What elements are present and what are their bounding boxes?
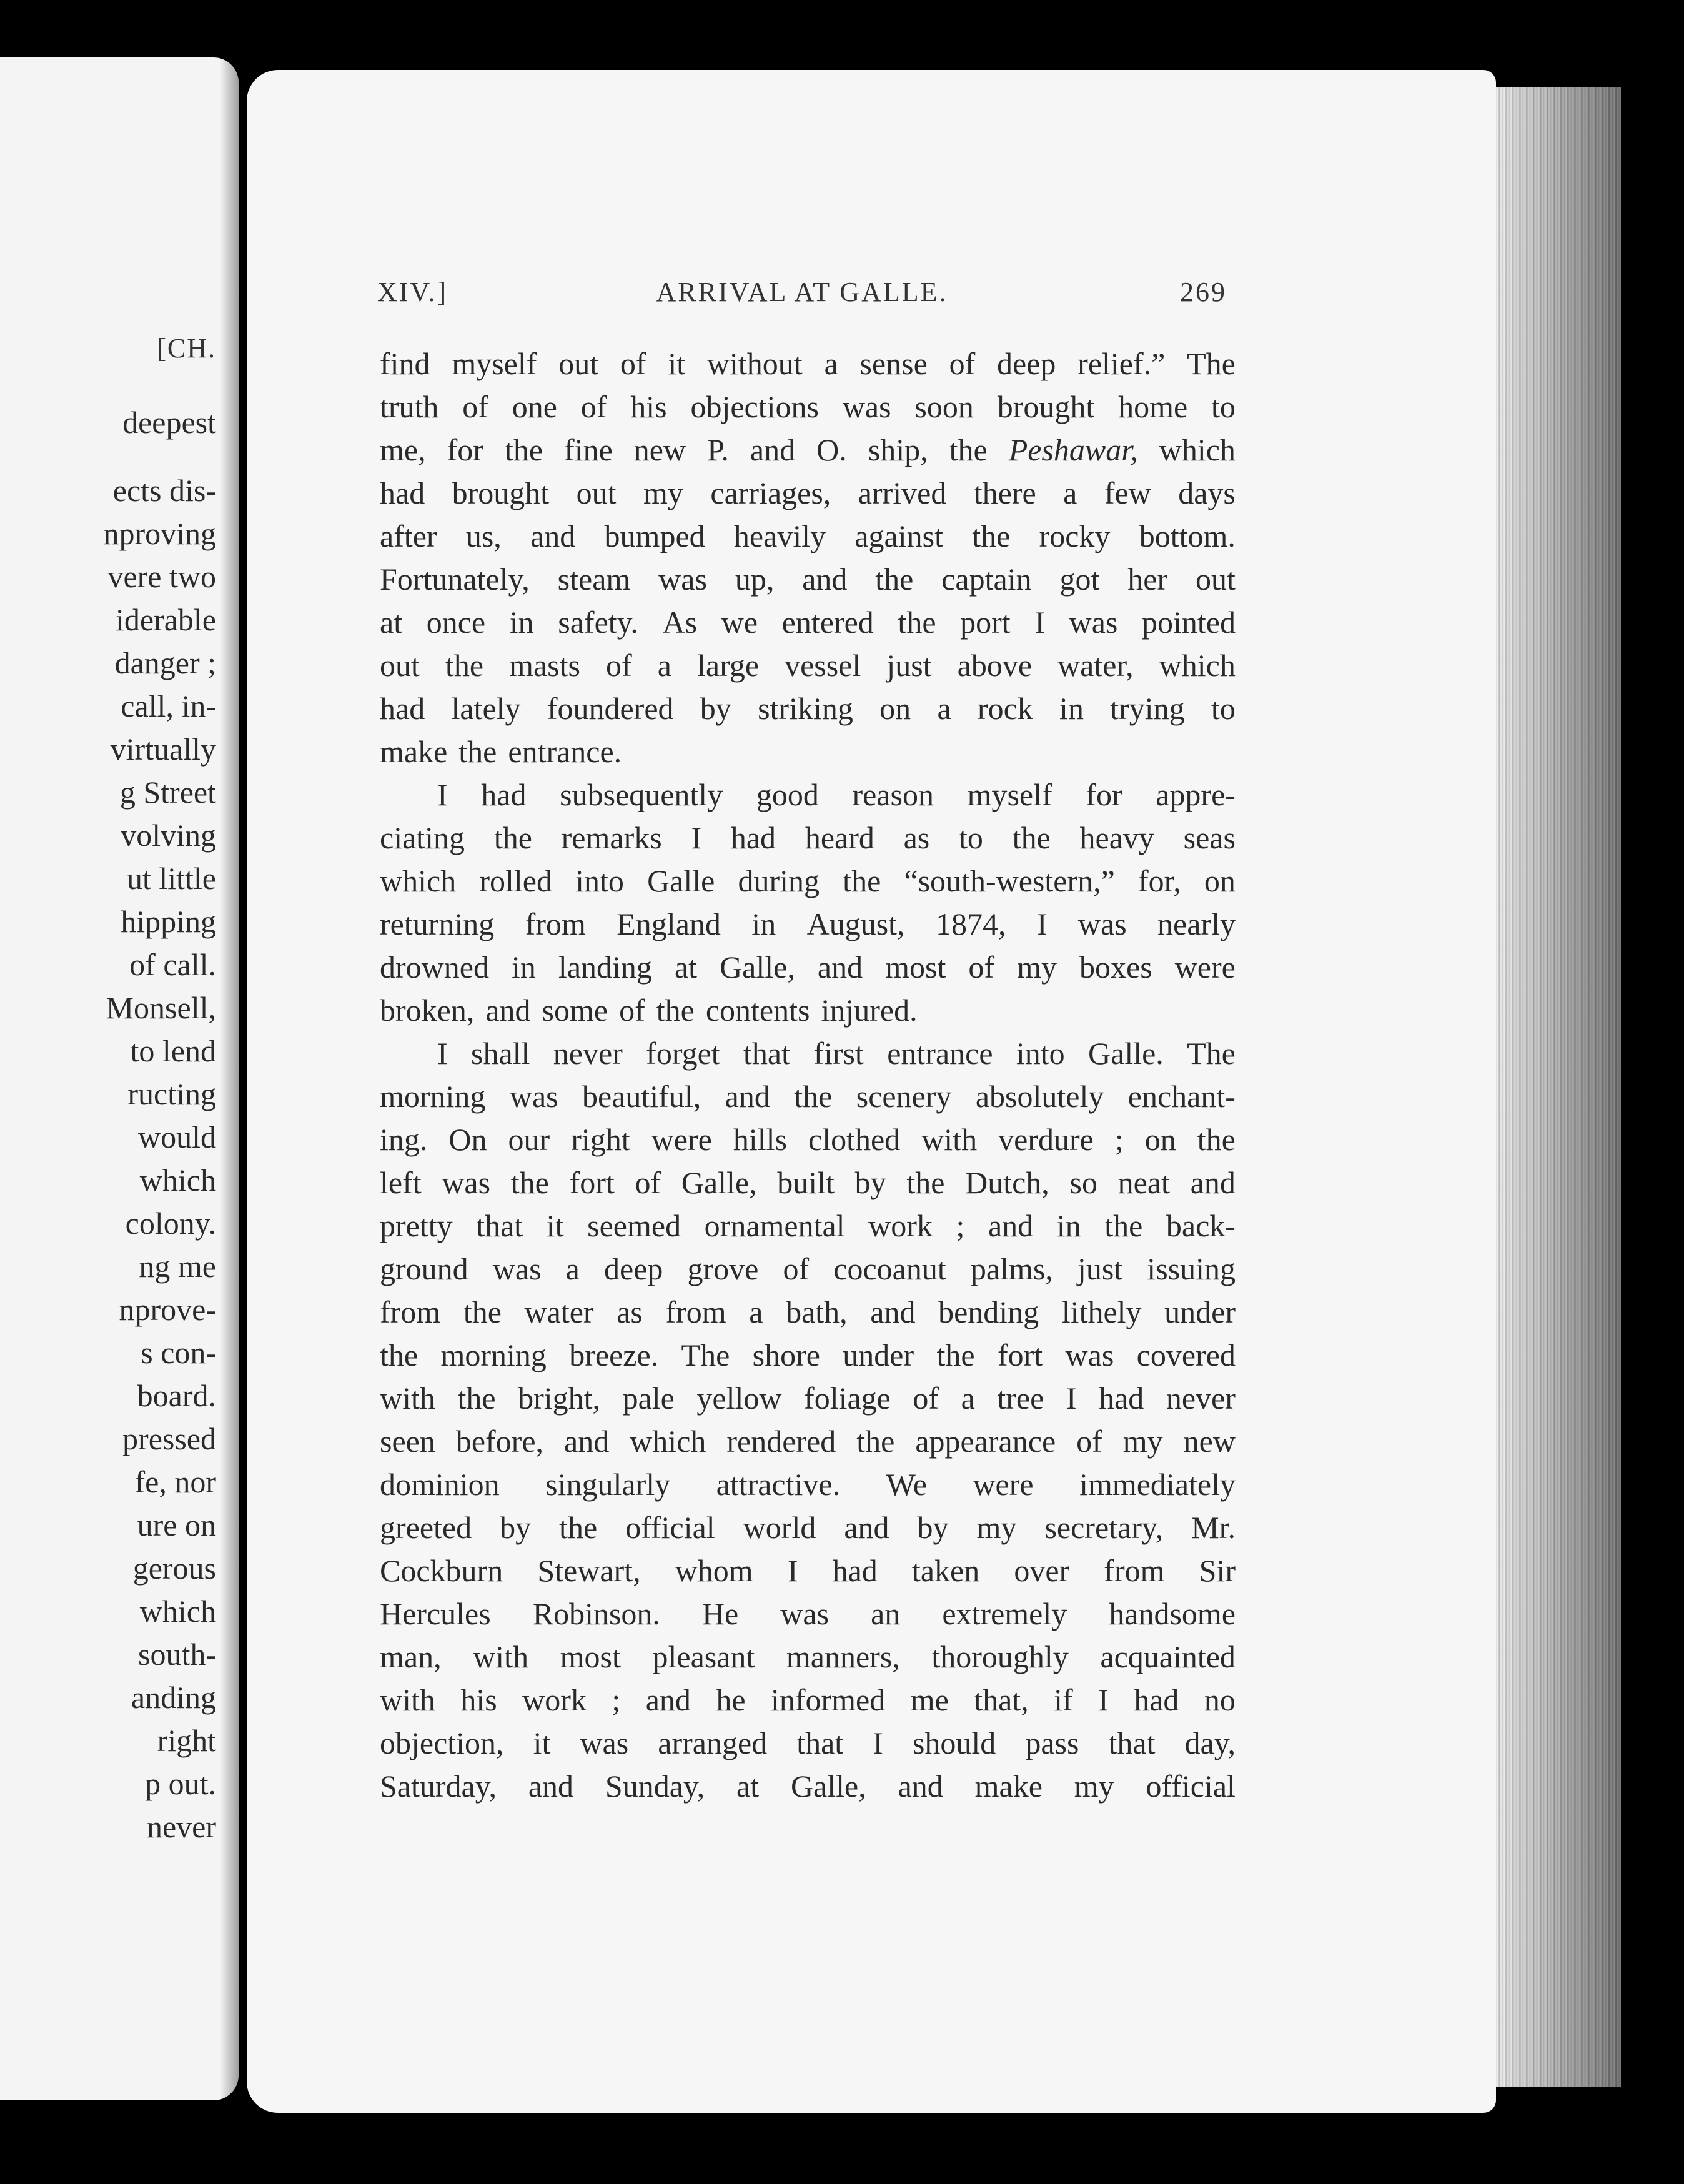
- text-line: which rolled into Galle during the “south-western,” for, on: [380, 863, 1236, 898]
- left-text-line: colony.: [125, 1206, 216, 1241]
- running-head: [377, 276, 1227, 314]
- text-line: greeted by the official world and by my secretary, Mr.: [380, 1510, 1236, 1545]
- left-text-line: vere two: [107, 559, 216, 594]
- text-line: I had subsequently good reason myself for appre-: [437, 777, 1236, 812]
- left-page-text: [103, 401, 216, 1849]
- text-line: drowned in landing at Galle, and most of my boxes were: [380, 950, 1236, 985]
- left-text-line: ng me: [139, 1249, 216, 1284]
- left-text-line: board.: [137, 1378, 216, 1413]
- text-line: from the water as from a bath, and bending lithely under: [380, 1294, 1236, 1329]
- left-text-line: call, in-: [121, 688, 216, 723]
- text-line: Fortunately, steam was up, and the captain got her out: [380, 562, 1236, 597]
- left-text-line: ut little: [126, 861, 216, 896]
- chapter-marker: XIV.]: [377, 277, 448, 307]
- text-line: me, for the fine new P. and O. ship, the Peshawar, which: [380, 432, 1236, 467]
- text-line: find myself out of it without a sense of deep relief.” The: [380, 346, 1236, 381]
- text-line: ciating the remarks I had heard as to the heavy seas: [380, 820, 1236, 855]
- text-line: make the entrance.: [380, 734, 622, 769]
- left-text-line: of call.: [129, 947, 216, 982]
- left-text-line: deepest: [122, 405, 216, 440]
- left-text-line: s con-: [141, 1335, 216, 1370]
- left-text-line: would: [138, 1119, 216, 1154]
- text-line: left was the fort of Galle, built by the Dutch, so neat and: [380, 1165, 1236, 1200]
- text-line: dominion singularly attractive. We were immediately: [380, 1467, 1236, 1502]
- left-text-line: to lend: [130, 1033, 216, 1068]
- page-number: 269: [1180, 277, 1227, 307]
- left-text-line: nprove-: [119, 1292, 216, 1327]
- left-text-line: danger ;: [114, 645, 216, 680]
- text-line: after us, and bumped heavily against the rocky bottom.: [380, 519, 1236, 553]
- text-line: out the masts of a large vessel just above water, which: [380, 648, 1236, 683]
- text-line: I shall never forget that first entrance into Galle. The: [437, 1036, 1236, 1071]
- left-text-line: g Street: [119, 775, 216, 810]
- left-text-line: south-: [138, 1637, 216, 1672]
- left-text-line: virtually: [110, 732, 216, 767]
- text-line: objection, it was arranged that I should pass that day,: [380, 1725, 1236, 1760]
- body-text: [380, 342, 1236, 1808]
- text-line: man, with most pleasant manners, thoroughly acquainted: [380, 1639, 1236, 1674]
- text-line: had lately foundered by striking on a rock in trying to: [380, 691, 1236, 726]
- text-line: Hercules Robinson. He was an extremely handsome: [380, 1596, 1236, 1631]
- text-line: ing. On our right were hills clothed with verdure ; on the: [380, 1122, 1236, 1157]
- left-text-line: gerous: [132, 1551, 216, 1586]
- text-line: broken, and some of the contents injured.: [380, 993, 918, 1028]
- left-text-line: pressed: [122, 1421, 216, 1456]
- text-line: truth of one of his objections was soon brought home to: [380, 389, 1236, 424]
- left-text-line: hipping: [121, 904, 216, 939]
- left-text-line: which: [139, 1163, 216, 1198]
- text-line: at once in safety. As we entered the port I was pointed: [380, 605, 1236, 640]
- text-line: with the bright, pale yellow foliage of a tree I had never: [380, 1381, 1236, 1416]
- text-line: Cockburn Stewart, whom I had taken over from Sir: [380, 1553, 1236, 1588]
- left-text-line: ructing: [127, 1076, 216, 1111]
- gutter-shadow: [220, 57, 239, 2100]
- text-line: returning from England in August, 1874, I was nearly: [380, 906, 1236, 941]
- text-line: pretty that it seemed ornamental work ; and in the back-: [380, 1208, 1236, 1243]
- text-line: seen before, and which rendered the appearance of my new: [380, 1424, 1236, 1459]
- text-line: with his work ; and he informed me that, if I had no: [380, 1682, 1236, 1717]
- left-text-line: ects dis-: [112, 473, 216, 508]
- left-text-line: ure on: [137, 1507, 216, 1542]
- text-line: Saturday, and Sunday, at Galle, and make my official: [380, 1769, 1236, 1804]
- text-line: morning was beautiful, and the scenery absolutely enchant-: [380, 1079, 1236, 1114]
- running-title: ARRIVAL AT GALLE.: [656, 277, 948, 307]
- left-text-line: nproving: [103, 516, 216, 551]
- left-running-head: [CH.: [157, 333, 216, 364]
- left-text-line: p out.: [145, 1766, 216, 1801]
- text-line: had brought out my carriages, arrived there a few days: [380, 475, 1236, 510]
- left-text-line: right: [157, 1723, 216, 1758]
- left-text-line: volving: [121, 818, 216, 853]
- left-text-line: Monsell,: [106, 990, 216, 1025]
- left-text-line: fe, nor: [134, 1464, 216, 1499]
- left-page: [0, 57, 239, 2100]
- left-text-line: which: [139, 1594, 216, 1629]
- text-line: ground was a deep grove of cocoanut palms, just issuing: [380, 1251, 1236, 1286]
- left-text-line: anding: [131, 1680, 216, 1715]
- page-edges: [1496, 87, 1621, 2087]
- text-line: the morning breeze. The shore under the fort was covered: [380, 1338, 1236, 1372]
- left-text-line: never: [146, 1809, 216, 1844]
- left-text-line: iderable: [115, 602, 216, 637]
